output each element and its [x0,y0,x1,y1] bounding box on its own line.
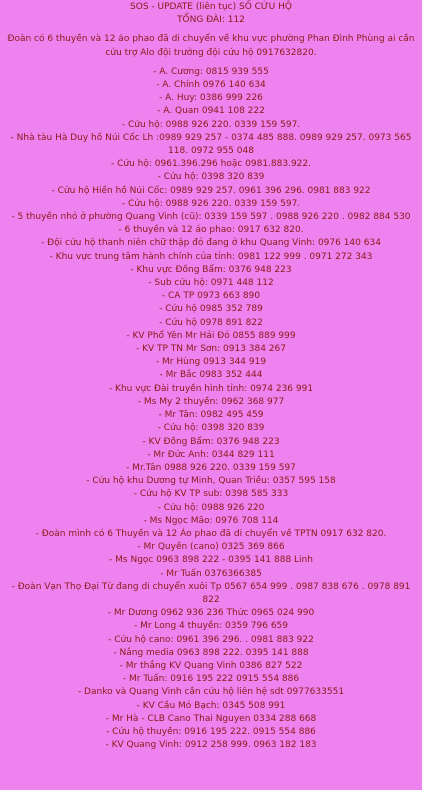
contact-entry: - KV Đồng Bẩm: 0376 948 223 [142,436,280,447]
notice-body: Đoàn có 6 thuyền và 12 áo phao đã di chuyển về khu vực phường Phan Đình Phùng ai cần cứu trợ Alo đội trưởng đội cứu hộ 0917632820. [7,34,415,58]
contact-entry: - Mr Bắc 0983 352 444 [159,370,263,381]
contact-entry: - Mr Tân: 0982 495 459 [158,410,264,421]
contact-entry: - Ms My 2 thuyền: 0962 368 977 [137,396,285,407]
contact-entry: - Cứu hộ khu Dương tự Minh, Quan Triều: 0357 595 158 [86,476,336,487]
contact-entry: - Đoàn Vạn Thọ Đại Từ đang di chuyển xuôi Tp 0567 654 999 . 0987 838 676 . 0978 891 822 [11,581,411,605]
contact-entry: - Khu vực trung tâm hành chính của tỉnh: 0981 122 999 . 0971 272 343 [49,251,373,262]
contact-entry: - Cứu hộ: 0398 320 839 [157,423,265,434]
contact-entry: - Mr Tuấn 0376366385 [160,568,262,579]
contact-entry: - Cứu hộ: 0988 926 220 [157,502,265,513]
contact-entry: - A. Cương: 0815 939 555 [153,66,269,77]
contact-entry: - KV Quang Vinh: 0912 258 999. 0963 182 183 [105,740,317,751]
contact-entry: - A. Chính 0976 140 634 [156,80,266,91]
contact-entry: - Nắng media 0963 898 222. 0395 141 888 [113,647,309,658]
contact-entry: - Khu vực Đồng Bẩm: 0376 948 223 [130,264,292,275]
contact-entry: - Mr Dương 0962 936 236 Thức 0965 024 990 [107,608,315,619]
contact-entry: - Cứu hộ cano: 0961 396 296. . 0981 883 922 [108,634,314,645]
contact-entry: - Ms Ngọc 0963 898 222 - 0395 141 888 Linh [109,555,313,566]
contact-entry: - Mr Tuấn: 0916 195 222 0915 554 886 [122,674,300,685]
contact-entry: - Ms Ngọc Mão: 0976 708 114 [143,515,279,526]
contact-entry: - Đội cứu hộ thanh niên chữ thập đỏ đang ở khu Quang Vinh: 0976 140 634 [41,238,381,249]
notice-title: SOS - UPDATE (liên tục) SỐ CỨU HỘ [130,2,292,12]
contact-entry: - A. Quan 0941 108 222 [157,106,265,117]
contact-entry: - Cứu hộ KV TP sub: 0398 585 333 [133,489,289,500]
contact-entry: - Cứu hộ: 0988 926 220. 0339 159 597. [121,198,301,209]
contact-entry: - 5 thuyền nhỏ ở phường Quang Vinh (cũ): 0339 159 597 . 0988 926 220 . 0982 884 530 [11,212,411,223]
contact-entry: - CA TP 0973 663 890 [161,291,261,302]
contact-entry: - Cứu hộ 0978 891 822 [159,317,263,328]
hotline: TỔNG ĐÀI: 112 [177,15,245,26]
contact-entry: - Đoàn mình có 6 Thuyền và 12 Áo phao đã di chuyển về TPTN 0917 632 820. [35,528,387,539]
contact-entry: - Mr Đức Anh: 0344 829 111 [147,449,275,460]
contact-entry: - Cứu hộ: 0398 320 839 [157,172,265,183]
contact-entry: - 6 thuyền và 12 áo phao: 0917 632 820. [118,225,304,236]
contact-entry: - Nhà tàu Hà Duy hồ Núi Cốc Lh :0989 929 257 - 0374 485 888. 0989 929 257. 0973 565 118. 0972 955 048 [10,132,412,157]
contact-entry: - KV Phổ Yên Mr Hải Đỏ 0855 889 999 [126,330,296,341]
contact-list [0,66,422,753]
contact-entry: - KV Cầu Mỏ Bạch: 0345 508 991 [136,700,286,711]
contact-entry: - A. Huy: 0386 999 226 [159,93,263,104]
contact-entry: - Mr Hùng 0913 344 919 [155,357,267,368]
contact-entry: - Cứu hộ 0985 352 789 [159,304,263,315]
contact-entry: - Cứu hộ: 0961.396.296 hoặc 0981.883.922. [111,159,311,170]
contact-entry: - Mr Quyền (cano) 0325 369 866 [137,542,285,553]
contact-entry: - Mr Hà - CLB Cano Thai Nguyen 0334 288 668 [105,713,317,724]
contact-entry: - Mr.Tân 0988 926 220. 0339 159 597 [126,462,296,473]
contact-entry: - Mr thắng KV Quang Vinh 0386 827 522 [119,660,303,671]
contact-entry: - Khu vực Đài truyền hình tỉnh: 0974 236 991 [108,383,314,394]
contact-entry: - Danko và Quang Vinh cần cứu hộ liên hệ sdt 0977633551 [77,687,345,698]
contact-entry: - Sub cứu hộ: 0971 448 112 [148,278,274,289]
contact-entry: - Cứu hộ thuyền: 0916 195 222. 0915 554 886 [106,726,316,737]
contact-entry: - Mr Long 4 thuyền: 0359 796 659 [133,621,289,632]
contact-entry: - Cứu hộ: 0988 926 220. 0339 159 597. [121,119,301,130]
contact-entry: - Cứu hộ Hiền hồ Núi Cốc: 0989 929 257. 0961 396 296. 0981 883 922 [51,185,371,196]
contact-entry: - KV TP TN Mr Sơn: 0913 384 267 [135,344,287,355]
